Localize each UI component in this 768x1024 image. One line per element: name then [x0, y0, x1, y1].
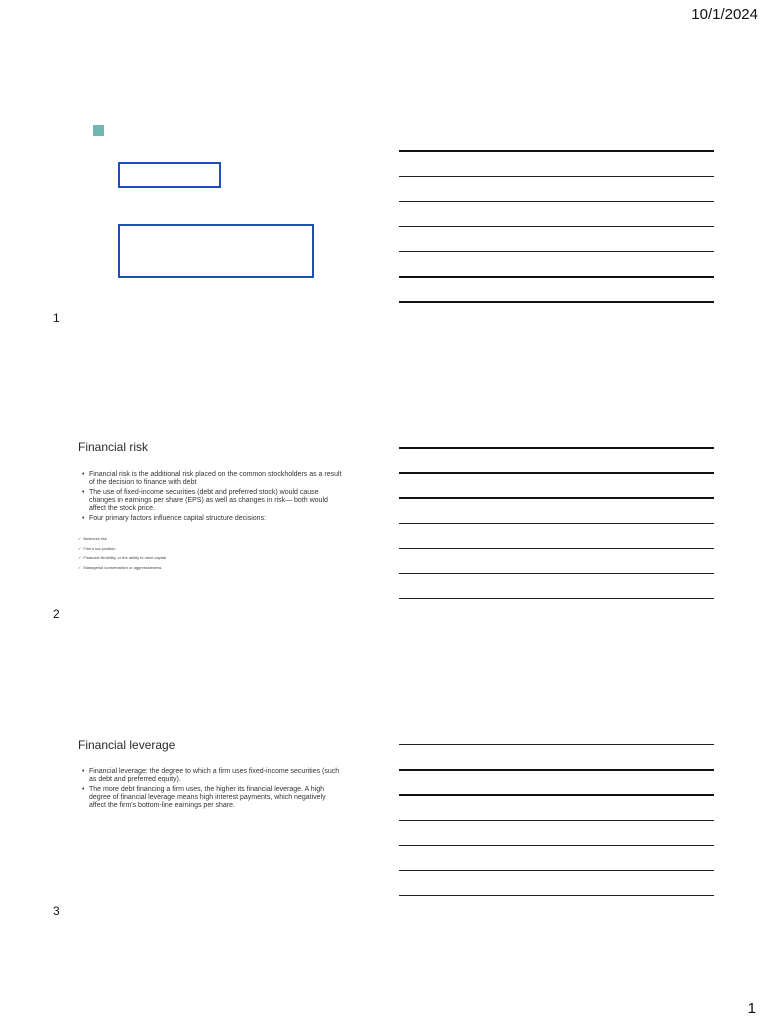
check-item [78, 555, 166, 561]
note-line [399, 820, 714, 821]
page-number: 1 [747, 1000, 756, 1017]
header-date: 10/1/2024 [691, 6, 758, 23]
note-line [399, 447, 714, 449]
note-line [399, 226, 714, 227]
bullet-list [82, 471, 344, 525]
teal-square-decoration [93, 125, 104, 136]
slide-number-3: 3 [53, 904, 60, 918]
slide-number-2: 2 [53, 607, 60, 621]
bullet-item: • Four primary factors influence capital structure decisions: [82, 515, 344, 523]
note-line [399, 497, 714, 499]
note-line [399, 870, 714, 871]
note-line [399, 201, 714, 202]
note-line [399, 573, 714, 574]
slide-3 [70, 738, 350, 848]
bullet-item: • Financial risk is the additional risk placed on the common stockholders as a result of the decision to finance with debt [82, 471, 344, 487]
bullet-item: • The use of fixed-income securities (debt and preferred stock) would cause changes in earnings per share (EPS) as well as changes in risk— both would affect the stock price. [82, 489, 344, 514]
note-line [399, 548, 714, 549]
checkmark-icon: ✓ [78, 555, 82, 560]
slide-title: Financial leverage [78, 738, 176, 752]
check-item [78, 536, 166, 542]
note-line [399, 598, 714, 599]
note-line [399, 744, 714, 745]
check-item-label: Managerial conservatism or aggressiveness [83, 564, 162, 570]
note-line [399, 176, 714, 177]
note-line [399, 794, 714, 796]
note-line [399, 845, 714, 846]
subtitle-placeholder-box [118, 224, 314, 278]
check-item-label: Financial flexibility, or the ability to raise capital [83, 555, 166, 560]
check-list [78, 536, 166, 574]
note-line [399, 150, 714, 152]
bullet-item: • The more debt financing a firm uses, the higher its financial leverage. A high degree of financial leverage means high interest payments, which negatively affect the firm's bottom-line earnings per share. [82, 786, 344, 811]
bullet-list [82, 768, 344, 812]
checkmark-icon: ✓ [78, 536, 82, 541]
note-line [399, 251, 714, 252]
title-placeholder-box [118, 162, 221, 188]
note-line [399, 523, 714, 524]
slide-number-1: 1 [53, 311, 60, 325]
slide-2 [70, 440, 350, 590]
checkmark-icon: ✓ [78, 564, 82, 570]
checkmark-icon: ✓ [78, 545, 82, 551]
check-item [78, 565, 166, 571]
check-item [78, 546, 166, 552]
bullet-item: • Financial leverage: the degree to which a firm uses fixed-income securities (such as debt and preferred equity). [82, 768, 344, 784]
slide-title: Financial risk [78, 440, 149, 454]
note-line [399, 301, 714, 303]
note-line [399, 895, 714, 896]
note-line [399, 472, 714, 474]
check-item-label: Business risk [83, 536, 107, 541]
note-line [399, 276, 714, 278]
check-item-label: Firm's tax position [83, 545, 116, 551]
note-line [399, 769, 714, 771]
